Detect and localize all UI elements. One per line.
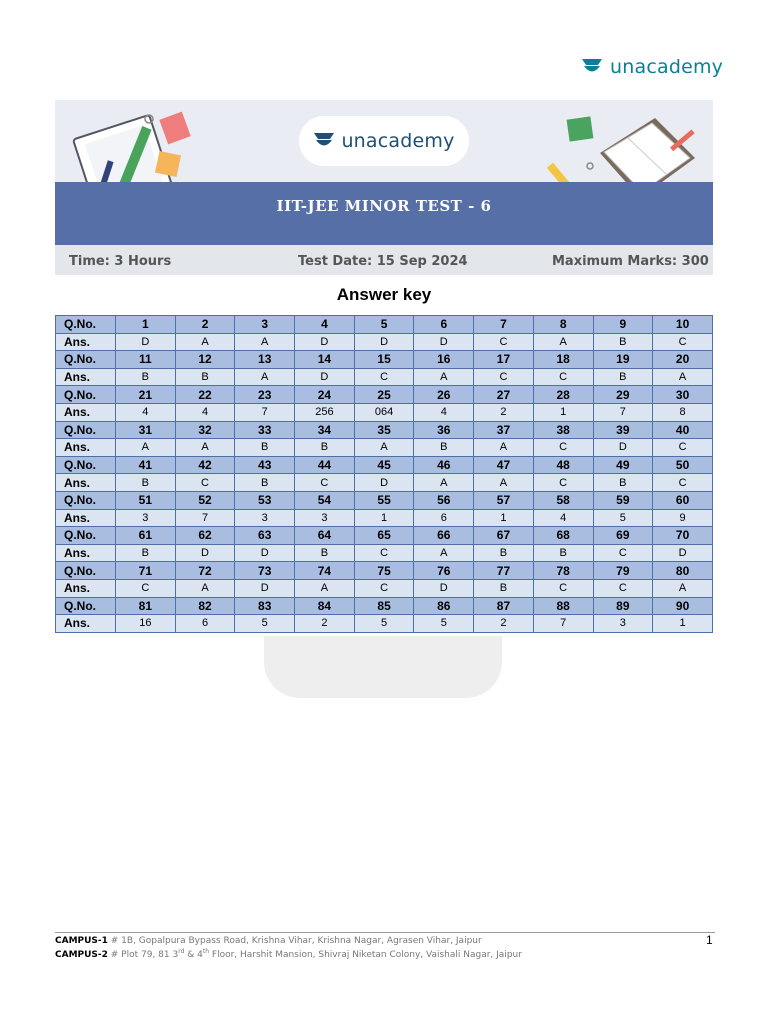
answer-cell: A bbox=[354, 439, 414, 457]
answer-cell: C bbox=[593, 579, 653, 597]
question-number-cell: 21 bbox=[116, 386, 176, 404]
question-number-cell: 39 bbox=[593, 421, 653, 439]
question-number-cell: 56 bbox=[414, 491, 474, 509]
answer-cell: D bbox=[354, 333, 414, 351]
answer-cell: C bbox=[533, 579, 593, 597]
brand-logo bbox=[581, 54, 723, 80]
answer-cell: A bbox=[175, 439, 235, 457]
answer-cell: 4 bbox=[414, 403, 474, 421]
answer-cell: A bbox=[116, 439, 176, 457]
answer-cell: A bbox=[474, 474, 534, 492]
answer-cell: 2 bbox=[295, 615, 355, 633]
footer-campus-1 bbox=[55, 936, 482, 946]
question-number-cell: 63 bbox=[235, 527, 295, 545]
question-number-cell: 7 bbox=[474, 316, 534, 334]
question-row-label: Q.No. bbox=[56, 562, 116, 580]
answer-cell: C bbox=[533, 368, 593, 386]
answer-row bbox=[56, 368, 713, 386]
answer-cell: C bbox=[295, 474, 355, 492]
question-number-cell: 33 bbox=[235, 421, 295, 439]
question-number-cell: 55 bbox=[354, 491, 414, 509]
question-number-cell: 80 bbox=[653, 562, 713, 580]
question-number-cell: 8 bbox=[533, 316, 593, 334]
answer-cell: C bbox=[354, 544, 414, 562]
answer-row-label: Ans. bbox=[56, 368, 116, 386]
answer-cell: D bbox=[175, 544, 235, 562]
answer-cell: 9 bbox=[653, 509, 713, 527]
question-number-cell: 47 bbox=[474, 456, 534, 474]
answer-cell: B bbox=[474, 579, 534, 597]
question-number-cell: 61 bbox=[116, 527, 176, 545]
answer-cell: B bbox=[593, 333, 653, 351]
answer-cell: A bbox=[414, 474, 474, 492]
answer-cell: B bbox=[116, 544, 176, 562]
question-number-cell: 52 bbox=[175, 491, 235, 509]
question-number-cell: 35 bbox=[354, 421, 414, 439]
question-number-cell: 13 bbox=[235, 351, 295, 369]
question-number-cell: 45 bbox=[354, 456, 414, 474]
question-row-label: Q.No. bbox=[56, 421, 116, 439]
answer-cell: 5 bbox=[235, 615, 295, 633]
answer-row-label: Ans. bbox=[56, 509, 116, 527]
question-number-cell: 11 bbox=[116, 351, 176, 369]
brand-logo-text: unacademy bbox=[610, 56, 724, 78]
unacademy-logo-icon bbox=[313, 130, 335, 152]
answer-cell: C bbox=[653, 439, 713, 457]
banner-logo-pill bbox=[299, 116, 469, 166]
question-number-cell: 23 bbox=[235, 386, 295, 404]
answer-cell: 7 bbox=[235, 403, 295, 421]
question-number-cell: 40 bbox=[653, 421, 713, 439]
question-number-cell: 59 bbox=[593, 491, 653, 509]
question-number-cell: 1 bbox=[116, 316, 176, 334]
question-number-cell: 74 bbox=[295, 562, 355, 580]
question-number-cell: 24 bbox=[295, 386, 355, 404]
answer-cell: 7 bbox=[593, 403, 653, 421]
answer-cell: A bbox=[235, 368, 295, 386]
test-info-strip bbox=[55, 245, 713, 275]
question-number-cell: 82 bbox=[175, 597, 235, 615]
answer-cell: B bbox=[414, 439, 474, 457]
question-number-cell: 84 bbox=[295, 597, 355, 615]
answer-cell: B bbox=[235, 439, 295, 457]
answer-cell: B bbox=[474, 544, 534, 562]
question-row-label: Q.No. bbox=[56, 491, 116, 509]
answer-cell: 256 bbox=[295, 403, 355, 421]
answer-cell: C bbox=[175, 474, 235, 492]
question-number-cell: 64 bbox=[295, 527, 355, 545]
question-row bbox=[56, 456, 713, 474]
question-number-cell: 50 bbox=[653, 456, 713, 474]
answer-cell: A bbox=[235, 333, 295, 351]
answer-cell: 2 bbox=[474, 403, 534, 421]
campus-1-address: # 1B, Gopalpura Bypass Road, Krishna Vihar, Krishna Nagar, Agrasen Vihar, Jaipur bbox=[107, 936, 482, 946]
answer-row-label: Ans. bbox=[56, 439, 116, 457]
answer-cell: 4 bbox=[175, 403, 235, 421]
question-number-cell: 12 bbox=[175, 351, 235, 369]
answer-cell: A bbox=[653, 579, 713, 597]
answer-cell: A bbox=[533, 333, 593, 351]
answer-row-label: Ans. bbox=[56, 333, 116, 351]
answer-cell: 1 bbox=[354, 509, 414, 527]
campus-2-sup-rd: rd bbox=[178, 948, 185, 955]
question-number-cell: 73 bbox=[235, 562, 295, 580]
footer-campus-2 bbox=[55, 948, 522, 960]
question-number-cell: 20 bbox=[653, 351, 713, 369]
max-marks: Maximum Marks: 300 bbox=[552, 254, 709, 269]
question-number-cell: 5 bbox=[354, 316, 414, 334]
answer-cell: B bbox=[175, 368, 235, 386]
question-row bbox=[56, 491, 713, 509]
answer-cell: C bbox=[116, 579, 176, 597]
answer-cell: 1 bbox=[653, 615, 713, 633]
question-number-cell: 29 bbox=[593, 386, 653, 404]
answer-cell: A bbox=[653, 368, 713, 386]
answer-cell: 1 bbox=[533, 403, 593, 421]
question-number-cell: 3 bbox=[235, 316, 295, 334]
question-row bbox=[56, 527, 713, 545]
answer-cell: A bbox=[414, 544, 474, 562]
question-number-cell: 62 bbox=[175, 527, 235, 545]
question-number-cell: 28 bbox=[533, 386, 593, 404]
question-number-cell: 75 bbox=[354, 562, 414, 580]
question-number-cell: 49 bbox=[593, 456, 653, 474]
question-row bbox=[56, 351, 713, 369]
answer-cell: A bbox=[295, 579, 355, 597]
question-row bbox=[56, 316, 713, 334]
question-number-cell: 2 bbox=[175, 316, 235, 334]
page-number: 1 bbox=[706, 933, 713, 947]
question-number-cell: 65 bbox=[354, 527, 414, 545]
question-number-cell: 38 bbox=[533, 421, 593, 439]
question-number-cell: 9 bbox=[593, 316, 653, 334]
answer-cell: 3 bbox=[235, 509, 295, 527]
answer-key-table bbox=[55, 315, 713, 633]
answer-cell: 5 bbox=[354, 615, 414, 633]
test-duration: Time: 3 Hours bbox=[69, 254, 172, 269]
question-number-cell: 6 bbox=[414, 316, 474, 334]
answer-row-label: Ans. bbox=[56, 579, 116, 597]
answer-cell: B bbox=[593, 474, 653, 492]
answer-cell: D bbox=[235, 544, 295, 562]
campus-2-address-a: # Plot 79, 81 3 bbox=[107, 950, 179, 960]
answer-cell: B bbox=[116, 474, 176, 492]
question-number-cell: 67 bbox=[474, 527, 534, 545]
answer-cell: B bbox=[235, 474, 295, 492]
answer-cell: 7 bbox=[533, 615, 593, 633]
answer-row bbox=[56, 615, 713, 633]
question-number-cell: 48 bbox=[533, 456, 593, 474]
answer-cell: D bbox=[414, 333, 474, 351]
answer-cell: C bbox=[474, 333, 534, 351]
question-number-cell: 30 bbox=[653, 386, 713, 404]
question-number-cell: 43 bbox=[235, 456, 295, 474]
watermark-shape bbox=[264, 636, 502, 698]
question-row bbox=[56, 597, 713, 615]
campus-2-address-c: Floor, Harshit Mansion, Shivraj Niketan Colony, Vaishali Nagar, Jaipur bbox=[209, 950, 522, 960]
question-number-cell: 54 bbox=[295, 491, 355, 509]
question-number-cell: 51 bbox=[116, 491, 176, 509]
answer-key-title: Answer key bbox=[336, 285, 432, 304]
campus-2-label: CAMPUS-2 bbox=[55, 950, 108, 960]
answer-cell: 3 bbox=[116, 509, 176, 527]
question-number-cell: 72 bbox=[175, 562, 235, 580]
answer-row bbox=[56, 509, 713, 527]
answer-cell: 16 bbox=[116, 615, 176, 633]
question-row bbox=[56, 562, 713, 580]
question-number-cell: 86 bbox=[414, 597, 474, 615]
answer-cell: C bbox=[533, 439, 593, 457]
answer-cell: 7 bbox=[175, 509, 235, 527]
question-row-label: Q.No. bbox=[56, 351, 116, 369]
answer-cell: 3 bbox=[593, 615, 653, 633]
question-row-label: Q.No. bbox=[56, 386, 116, 404]
question-number-cell: 76 bbox=[414, 562, 474, 580]
answer-cell: B bbox=[295, 439, 355, 457]
question-number-cell: 70 bbox=[653, 527, 713, 545]
answer-row-label: Ans. bbox=[56, 403, 116, 421]
answer-cell: B bbox=[295, 544, 355, 562]
answer-row bbox=[56, 474, 713, 492]
question-number-cell: 10 bbox=[653, 316, 713, 334]
answer-cell: C bbox=[653, 333, 713, 351]
question-number-cell: 81 bbox=[116, 597, 176, 615]
question-number-cell: 31 bbox=[116, 421, 176, 439]
question-number-cell: 79 bbox=[593, 562, 653, 580]
question-number-cell: 89 bbox=[593, 597, 653, 615]
answer-cell: D bbox=[235, 579, 295, 597]
question-number-cell: 14 bbox=[295, 351, 355, 369]
campus-1-label: CAMPUS-1 bbox=[55, 936, 108, 946]
banner-logo-text: unacademy bbox=[341, 130, 455, 152]
answer-row-label: Ans. bbox=[56, 615, 116, 633]
answer-cell: 4 bbox=[116, 403, 176, 421]
answer-row-label: Ans. bbox=[56, 544, 116, 562]
question-number-cell: 44 bbox=[295, 456, 355, 474]
question-number-cell: 15 bbox=[354, 351, 414, 369]
answer-row-label: Ans. bbox=[56, 474, 116, 492]
answer-cell: 6 bbox=[414, 509, 474, 527]
answer-row bbox=[56, 544, 713, 562]
question-number-cell: 25 bbox=[354, 386, 414, 404]
answer-cell: 5 bbox=[593, 509, 653, 527]
question-number-cell: 78 bbox=[533, 562, 593, 580]
question-number-cell: 60 bbox=[653, 491, 713, 509]
answer-cell: 5 bbox=[414, 615, 474, 633]
test-title: IIT-JEE MINOR TEST - 6 bbox=[276, 197, 492, 215]
answer-cell: C bbox=[653, 474, 713, 492]
question-number-cell: 22 bbox=[175, 386, 235, 404]
question-number-cell: 32 bbox=[175, 421, 235, 439]
question-number-cell: 46 bbox=[414, 456, 474, 474]
question-number-cell: 42 bbox=[175, 456, 235, 474]
question-number-cell: 16 bbox=[414, 351, 474, 369]
answer-cell: C bbox=[354, 579, 414, 597]
question-number-cell: 27 bbox=[474, 386, 534, 404]
question-number-cell: 90 bbox=[653, 597, 713, 615]
answer-cell: A bbox=[414, 368, 474, 386]
question-number-cell: 66 bbox=[414, 527, 474, 545]
question-number-cell: 18 bbox=[533, 351, 593, 369]
answer-cell: C bbox=[533, 474, 593, 492]
answer-cell: D bbox=[295, 368, 355, 386]
answer-row bbox=[56, 403, 713, 421]
question-number-cell: 71 bbox=[116, 562, 176, 580]
question-number-cell: 77 bbox=[474, 562, 534, 580]
answer-cell: 8 bbox=[653, 403, 713, 421]
answer-cell: D bbox=[414, 579, 474, 597]
answer-cell: A bbox=[474, 439, 534, 457]
test-date: Test Date: 15 Sep 2024 bbox=[298, 254, 468, 269]
answer-cell: C bbox=[593, 544, 653, 562]
answer-cell: D bbox=[653, 544, 713, 562]
answer-cell: C bbox=[354, 368, 414, 386]
answer-cell: 1 bbox=[474, 509, 534, 527]
question-row-label: Q.No. bbox=[56, 527, 116, 545]
answer-cell: D bbox=[116, 333, 176, 351]
answer-cell: A bbox=[175, 333, 235, 351]
question-row bbox=[56, 386, 713, 404]
campus-2-sup-th: th bbox=[202, 948, 210, 955]
answer-row bbox=[56, 333, 713, 351]
answer-cell: 6 bbox=[175, 615, 235, 633]
answer-cell: B bbox=[533, 544, 593, 562]
question-number-cell: 4 bbox=[295, 316, 355, 334]
answer-cell: C bbox=[474, 368, 534, 386]
footer-divider bbox=[55, 932, 715, 933]
question-number-cell: 58 bbox=[533, 491, 593, 509]
answer-row bbox=[56, 439, 713, 457]
question-row-label: Q.No. bbox=[56, 597, 116, 615]
question-number-cell: 69 bbox=[593, 527, 653, 545]
answer-cell: B bbox=[593, 368, 653, 386]
question-number-cell: 85 bbox=[354, 597, 414, 615]
answer-cell: 3 bbox=[295, 509, 355, 527]
question-number-cell: 34 bbox=[295, 421, 355, 439]
question-number-cell: 88 bbox=[533, 597, 593, 615]
answer-cell: D bbox=[593, 439, 653, 457]
answer-cell: 2 bbox=[474, 615, 534, 633]
question-number-cell: 37 bbox=[474, 421, 534, 439]
question-row-label: Q.No. bbox=[56, 316, 116, 334]
question-number-cell: 87 bbox=[474, 597, 534, 615]
answer-cell: 064 bbox=[354, 403, 414, 421]
question-number-cell: 19 bbox=[593, 351, 653, 369]
question-number-cell: 57 bbox=[474, 491, 534, 509]
answer-row bbox=[56, 579, 713, 597]
question-number-cell: 36 bbox=[414, 421, 474, 439]
answer-cell: A bbox=[175, 579, 235, 597]
unacademy-logo-icon bbox=[581, 56, 603, 78]
question-number-cell: 68 bbox=[533, 527, 593, 545]
question-number-cell: 83 bbox=[235, 597, 295, 615]
answer-cell: D bbox=[354, 474, 414, 492]
question-number-cell: 41 bbox=[116, 456, 176, 474]
answer-cell: 4 bbox=[533, 509, 593, 527]
question-number-cell: 53 bbox=[235, 491, 295, 509]
answer-cell: B bbox=[116, 368, 176, 386]
question-row bbox=[56, 421, 713, 439]
answer-cell: D bbox=[295, 333, 355, 351]
test-banner bbox=[55, 100, 713, 275]
question-number-cell: 17 bbox=[474, 351, 534, 369]
question-row-label: Q.No. bbox=[56, 456, 116, 474]
question-number-cell: 26 bbox=[414, 386, 474, 404]
campus-2-address-b: & 4 bbox=[184, 950, 203, 960]
